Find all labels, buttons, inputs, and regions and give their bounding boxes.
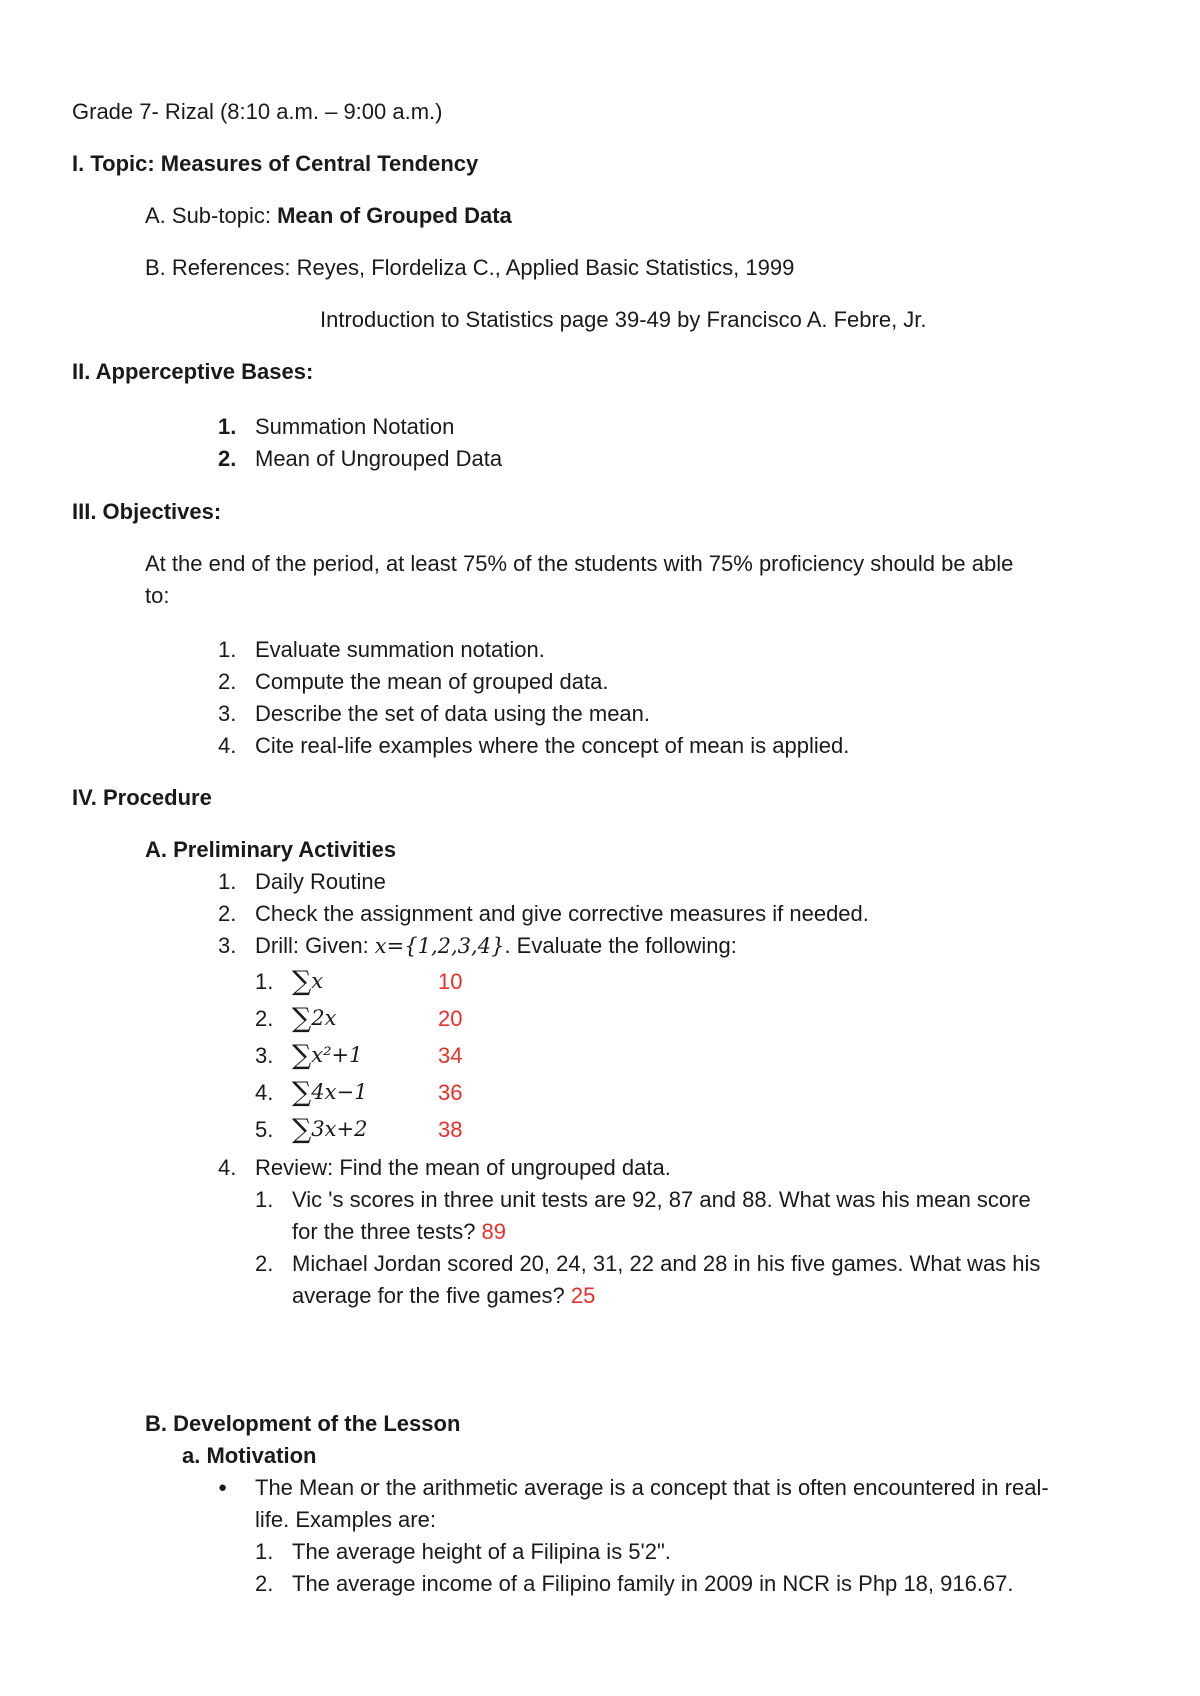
objectives-intro: At the end of the period, at least 75% of the students with 75% proficiency should be able (145, 551, 1014, 576)
objective-item-2: Compute the mean of grouped data. (255, 669, 609, 694)
review-q2-text: average for the five games? (292, 1283, 571, 1308)
apperceptive-heading: II. Apperceptive Bases: (72, 359, 314, 384)
review-num: 4. (218, 1155, 237, 1180)
review-q1-line1: Vic 's scores in three unit tests are 92, 87 and 88. What was his mean score (292, 1187, 1031, 1212)
drill-expression: 2x (311, 1006, 337, 1030)
sigma-symbol: ∑ (292, 1077, 312, 1108)
drill-item-expression (292, 1040, 363, 1069)
apperceptive-num-2: 2. (218, 446, 237, 471)
drill-line (255, 932, 737, 960)
sigma-symbol: ∑ (292, 966, 312, 997)
drill-expression: x²+1 (311, 1043, 363, 1067)
drill-item-expression (292, 1114, 367, 1143)
sigma-symbol: ∑ (292, 1040, 312, 1071)
drill-item-num: 4. (255, 1080, 274, 1105)
drill-item-expression (292, 1003, 337, 1032)
drill-item-num: 1. (255, 969, 274, 994)
drill-answer: 20 (438, 1006, 463, 1031)
objective-item-1: Evaluate summation notation. (255, 637, 545, 662)
drill-item-num: 5. (255, 1117, 274, 1142)
motivation-bullet-line1: The Mean or the arithmetic average is a concept that is often encountered in real- (255, 1475, 1049, 1500)
drill-item-expression (292, 1077, 367, 1106)
objectives-intro-2: to: (145, 583, 170, 608)
drill-item-expression (292, 966, 323, 995)
drill-prefix: Drill: Given: (255, 933, 375, 958)
apperceptive-num-1: 1. (218, 414, 237, 439)
drill-answer: 38 (438, 1117, 463, 1142)
preliminary-num-1: 1. (218, 869, 237, 894)
objective-num-4: 4. (218, 733, 237, 758)
example-item-1: The average height of a Filipina is 5'2". (292, 1539, 671, 1564)
review-q1-num: 1. (255, 1187, 274, 1212)
objective-num-3: 3. (218, 701, 237, 726)
review-q2-line2 (292, 1282, 595, 1310)
drill-expression: x (311, 969, 324, 993)
drill-answer: 36 (438, 1080, 463, 1105)
drill-num: 3. (218, 933, 237, 958)
development-heading: B. Development of the Lesson (145, 1411, 461, 1436)
drill-given-set: x={1,2,3,4} (374, 934, 505, 958)
motivation-bullet-line2: life. Examples are: (255, 1507, 436, 1532)
objective-num-1: 1. (218, 637, 237, 662)
review-text: Review: Find the mean of ungrouped data. (255, 1155, 671, 1180)
preliminary-item-2: Check the assignment and give corrective measures if needed. (255, 901, 869, 926)
drill-expression: 3x+2 (311, 1117, 368, 1141)
subtopic-value: Mean of Grouped Data (277, 203, 512, 228)
example-num-1: 1. (255, 1539, 274, 1564)
drill-item-num: 3. (255, 1043, 274, 1068)
objective-num-2: 2. (218, 669, 237, 694)
apperceptive-item-1: Summation Notation (255, 414, 455, 439)
review-q1-answer: 89 (481, 1219, 507, 1244)
preliminary-heading: A. Preliminary Activities (145, 837, 397, 862)
procedure-heading: IV. Procedure (72, 785, 212, 810)
objectives-heading: III. Objectives: (72, 499, 222, 524)
review-q1-line2 (292, 1218, 506, 1246)
objective-item-4: Cite real-life examples where the concept of mean is applied. (255, 733, 850, 758)
apperceptive-item-2: Mean of Ungrouped Data (255, 446, 503, 471)
sigma-symbol: ∑ (292, 1114, 312, 1145)
topic-heading: I. Topic: Measures of Central Tendency (72, 151, 479, 176)
references-line: B. References: Reyes, Flordeliza C., Applied Basic Statistics, 1999 (145, 255, 795, 280)
review-q1-text: for the three tests? (292, 1219, 482, 1244)
class-schedule-line: Grade 7- Rizal (8:10 a.m. – 9:00 a.m.) (72, 99, 443, 124)
drill-item-num: 2. (255, 1006, 274, 1031)
drill-answer: 10 (438, 969, 463, 994)
preliminary-item-1: Daily Routine (255, 869, 386, 894)
example-num-2: 2. (255, 1571, 274, 1596)
objective-item-3: Describe the set of data using the mean. (255, 701, 651, 726)
preliminary-num-2: 2. (218, 901, 237, 926)
drill-answer: 34 (438, 1043, 463, 1068)
subtopic-label: A. Sub-topic: (145, 203, 278, 228)
references-line-2: Introduction to Statistics page 39-49 by Francisco A. Febre, Jr. (320, 307, 927, 332)
example-item-2: The average income of a Filipino family in 2009 in NCR is Php 18, 916.67. (292, 1571, 1014, 1596)
drill-expression: 4x−1 (311, 1080, 368, 1104)
review-q2-answer: 25 (570, 1283, 596, 1308)
drill-suffix: . Evaluate the following: (504, 933, 737, 958)
motivation-heading: a. Motivation (182, 1443, 317, 1468)
sigma-symbol: ∑ (292, 1003, 312, 1034)
subtopic-line (145, 202, 512, 230)
review-q2-line1: Michael Jordan scored 20, 24, 31, 22 and 28 in his five games. What was his (292, 1251, 1041, 1276)
review-q2-num: 2. (255, 1251, 274, 1276)
bullet-icon: ● (218, 1479, 228, 1496)
